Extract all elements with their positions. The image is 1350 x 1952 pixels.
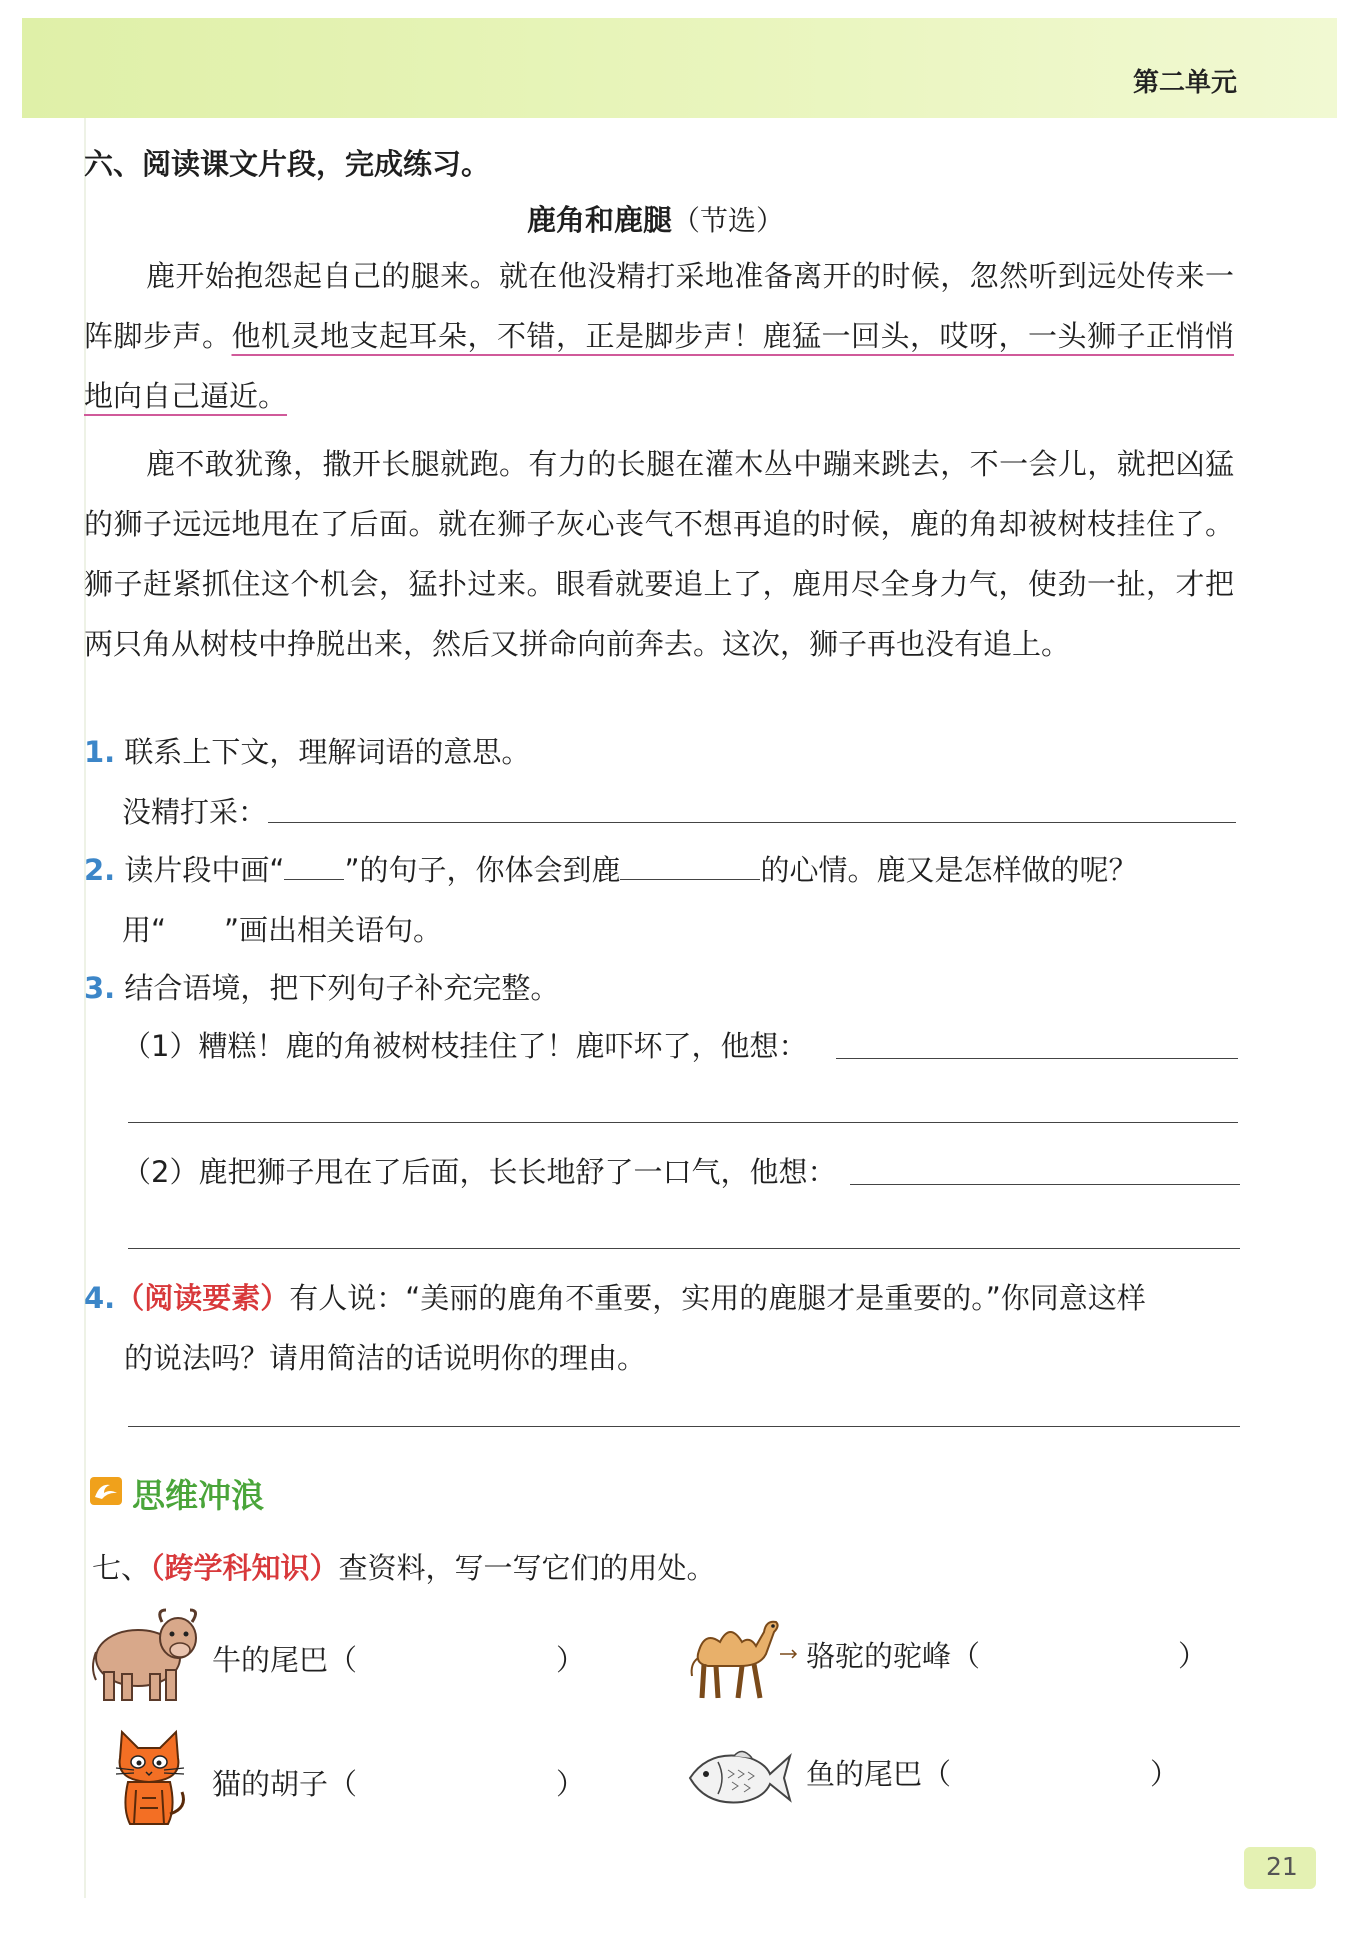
unit-label: 第二单元 xyxy=(1133,68,1238,98)
section-6-title: 六、阅读课文片段，完成练习。 xyxy=(84,147,491,181)
question-2-number: 2. xyxy=(84,853,116,887)
passage xyxy=(84,246,1234,674)
underlined-sentence: 他机灵地支起耳朵，不错，正是脚步声！鹿猛一回头，哎呀，一头狮子正悄悄地向自己逼近。 xyxy=(84,319,1234,413)
cat-whiskers-label: 猫的胡子（ xyxy=(212,1767,358,1801)
question-1-number: 1. xyxy=(84,735,116,769)
passage-subtitle: （节选） xyxy=(672,204,785,237)
cow-tail-label: 牛的尾巴（ xyxy=(212,1643,358,1677)
answer-blank-mood[interactable] xyxy=(620,853,760,880)
question-3-item-1: （1）糟糕！鹿的角被树枝挂住了！鹿吓坏了，他想： xyxy=(122,1029,808,1063)
question-3 xyxy=(84,966,559,1007)
question-3-item-2: （2）鹿把狮子甩在了后面，长长地舒了一口气，他想： xyxy=(122,1155,837,1189)
wave-icon xyxy=(90,1477,122,1505)
section-7-tag: （跨学科知识） xyxy=(150,1551,339,1585)
fish-tail-label: 鱼的尾巴（ xyxy=(806,1757,952,1791)
cat-icon xyxy=(108,1728,190,1828)
question-3-text: 结合语境，把下列句子补充完整。 xyxy=(124,971,560,1005)
question-3-number: 3. xyxy=(84,971,116,1005)
question-2-line2: 用“ ”画出相关语句。 xyxy=(122,913,443,947)
question-1-item: 没精打采： xyxy=(122,795,268,829)
question-1 xyxy=(84,730,530,771)
answer-line-q4[interactable] xyxy=(128,1426,1240,1427)
camel-icon xyxy=(680,1602,798,1702)
camel-hump-close: ） xyxy=(1178,1639,1208,1673)
passage-paragraph-2: 鹿不敢犹豫，撒开长腿就跑。有力的长腿在灌木丛中蹦来跳去，不一会儿，就把凶猛的狮子远远地甩在了后面。就在狮子灰心丧气不想再追的时候，鹿的角却被树枝挂住了。狮子赶紧抓住这个机会，猛扑过来。眼看就要追上了，鹿用尽全身力气，使劲一扯，才把两只角从树枝中挣脱出来，然后又拼命向前奔去。这次，狮子再也没有追上。 xyxy=(84,447,1234,661)
thinking-section-title: 思维冲浪 xyxy=(132,1476,264,1515)
passage-title: 鹿角和鹿腿 xyxy=(527,203,673,237)
question-4-line2: 的说法吗？请用简洁的话说明你的理由。 xyxy=(124,1341,647,1375)
cow-tail-close: ） xyxy=(556,1643,586,1677)
fish-icon xyxy=(686,1744,794,1810)
fish-tail-close: ） xyxy=(1150,1757,1180,1791)
answer-line-q3-1a[interactable] xyxy=(836,1058,1238,1059)
question-1-text: 联系上下文，理解词语的意思。 xyxy=(124,735,531,769)
answer-line-q3-1b[interactable] xyxy=(128,1122,1238,1123)
straight-underline-sample xyxy=(284,853,344,880)
answer-line-q3-2b[interactable] xyxy=(128,1248,1240,1249)
passage-heading xyxy=(527,198,784,239)
question-4-tag: （阅读要素） xyxy=(115,1281,290,1315)
camel-hump-label: 骆驼的驼峰（ xyxy=(806,1639,981,1673)
passage-paragraph-1: 鹿开始抱怨起自己的腿来。就在他没精打采地准备离开的时候，忽然听到远处传来一阵脚步声。他机灵地支起耳朵，不错，正是脚步声！鹿猛一回头，哎呀，一头狮子正悄悄地向自己逼近。 xyxy=(84,259,1234,413)
wavy-underline-sample xyxy=(166,913,224,947)
answer-line-q3-2a[interactable] xyxy=(850,1184,1240,1185)
question-4-text: 有人说：“美丽的鹿角不重要，实用的鹿腿才是重要的。”你同意这样 xyxy=(289,1281,1146,1315)
question-2: 2. 读片段中画“ ”的句子，你体会到鹿 的心情。鹿又是怎样做的呢？ xyxy=(84,853,1138,887)
cow-icon xyxy=(88,1606,206,1706)
question-4-number: 4. xyxy=(84,1281,116,1315)
section-7-title: 七、（跨学科知识）查资料，写一写它们的用处。 xyxy=(92,1551,716,1585)
answer-line-q1[interactable] xyxy=(268,822,1236,823)
cat-whiskers-close: ） xyxy=(556,1767,586,1801)
question-4 xyxy=(84,1276,1146,1317)
page-number: 21 xyxy=(1266,1852,1298,1881)
